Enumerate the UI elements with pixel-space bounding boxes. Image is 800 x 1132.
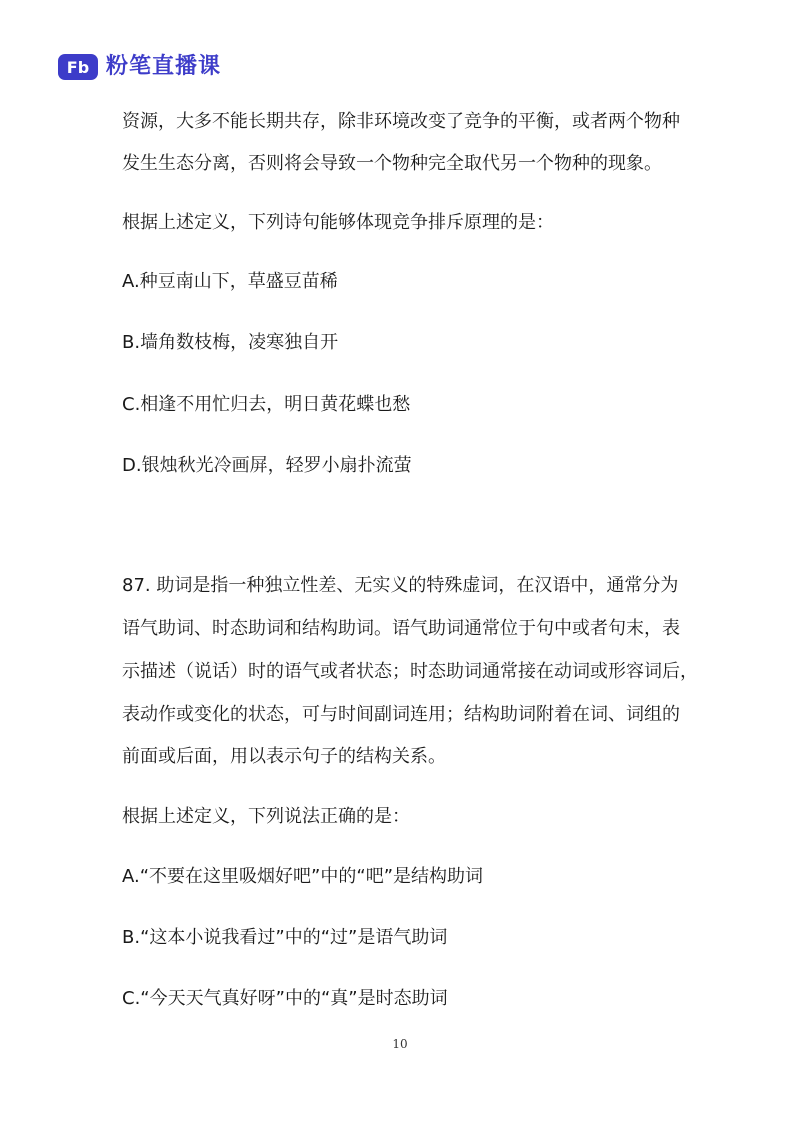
- fenbi-logo: [58, 52, 98, 82]
- page-number: 10: [392, 1037, 408, 1051]
- paragraph-line: 发生生态分离，否则将会导致一个物种完全取代另一个物种的现象。: [122, 153, 662, 174]
- option-b: B.墙角数枝梅，凌寒独自开: [122, 332, 339, 353]
- question-prompt: 根据上述定义，下列说法正确的是：: [122, 806, 410, 827]
- brand-name: 粉笔直播课: [106, 54, 222, 79]
- page-header: [58, 50, 221, 84]
- option-d: D.银烛秋光冷画屏，轻罗小扇扑流萤: [122, 455, 412, 476]
- paragraph-line: 表动作或变化的状态，可与时间副词连用；结构助词附着在词、词组的: [122, 704, 680, 725]
- option-a: A.种豆南山下，草盛豆苗稀: [122, 271, 338, 292]
- logo-text: Fb: [66, 58, 90, 77]
- option-b: B.“这本小说我看过”中的“过”是语气助词: [122, 927, 448, 948]
- paragraph-line: 资源，大多不能长期共存，除非环境改变了竞争的平衡，或者两个物种: [122, 111, 680, 132]
- option-c: C.“今天天气真好呀”中的“真”是时态助词: [122, 988, 448, 1009]
- option-c: C.相逢不用忙归去，明日黄花蝶也愁: [122, 394, 411, 415]
- question-87-line: 87. 助词是指一种独立性差、无实义的特殊虚词，在汉语中，通常分为: [122, 575, 679, 596]
- question-prompt: 根据上述定义，下列诗句能够体现竞争排斥原理的是：: [122, 212, 554, 233]
- paragraph-line: 示描述（说话）时的语气或者状态；时态助词通常接在动词或形容词后，: [122, 661, 698, 682]
- option-a: A.“不要在这里吸烟好吧”中的“吧”是结构助词: [122, 866, 484, 887]
- paragraph-line: 前面或后面，用以表示句子的结构关系。: [122, 746, 446, 767]
- paragraph-line: 语气助词、时态助词和结构助词。语气助词通常位于句中或者句末，表: [122, 618, 680, 639]
